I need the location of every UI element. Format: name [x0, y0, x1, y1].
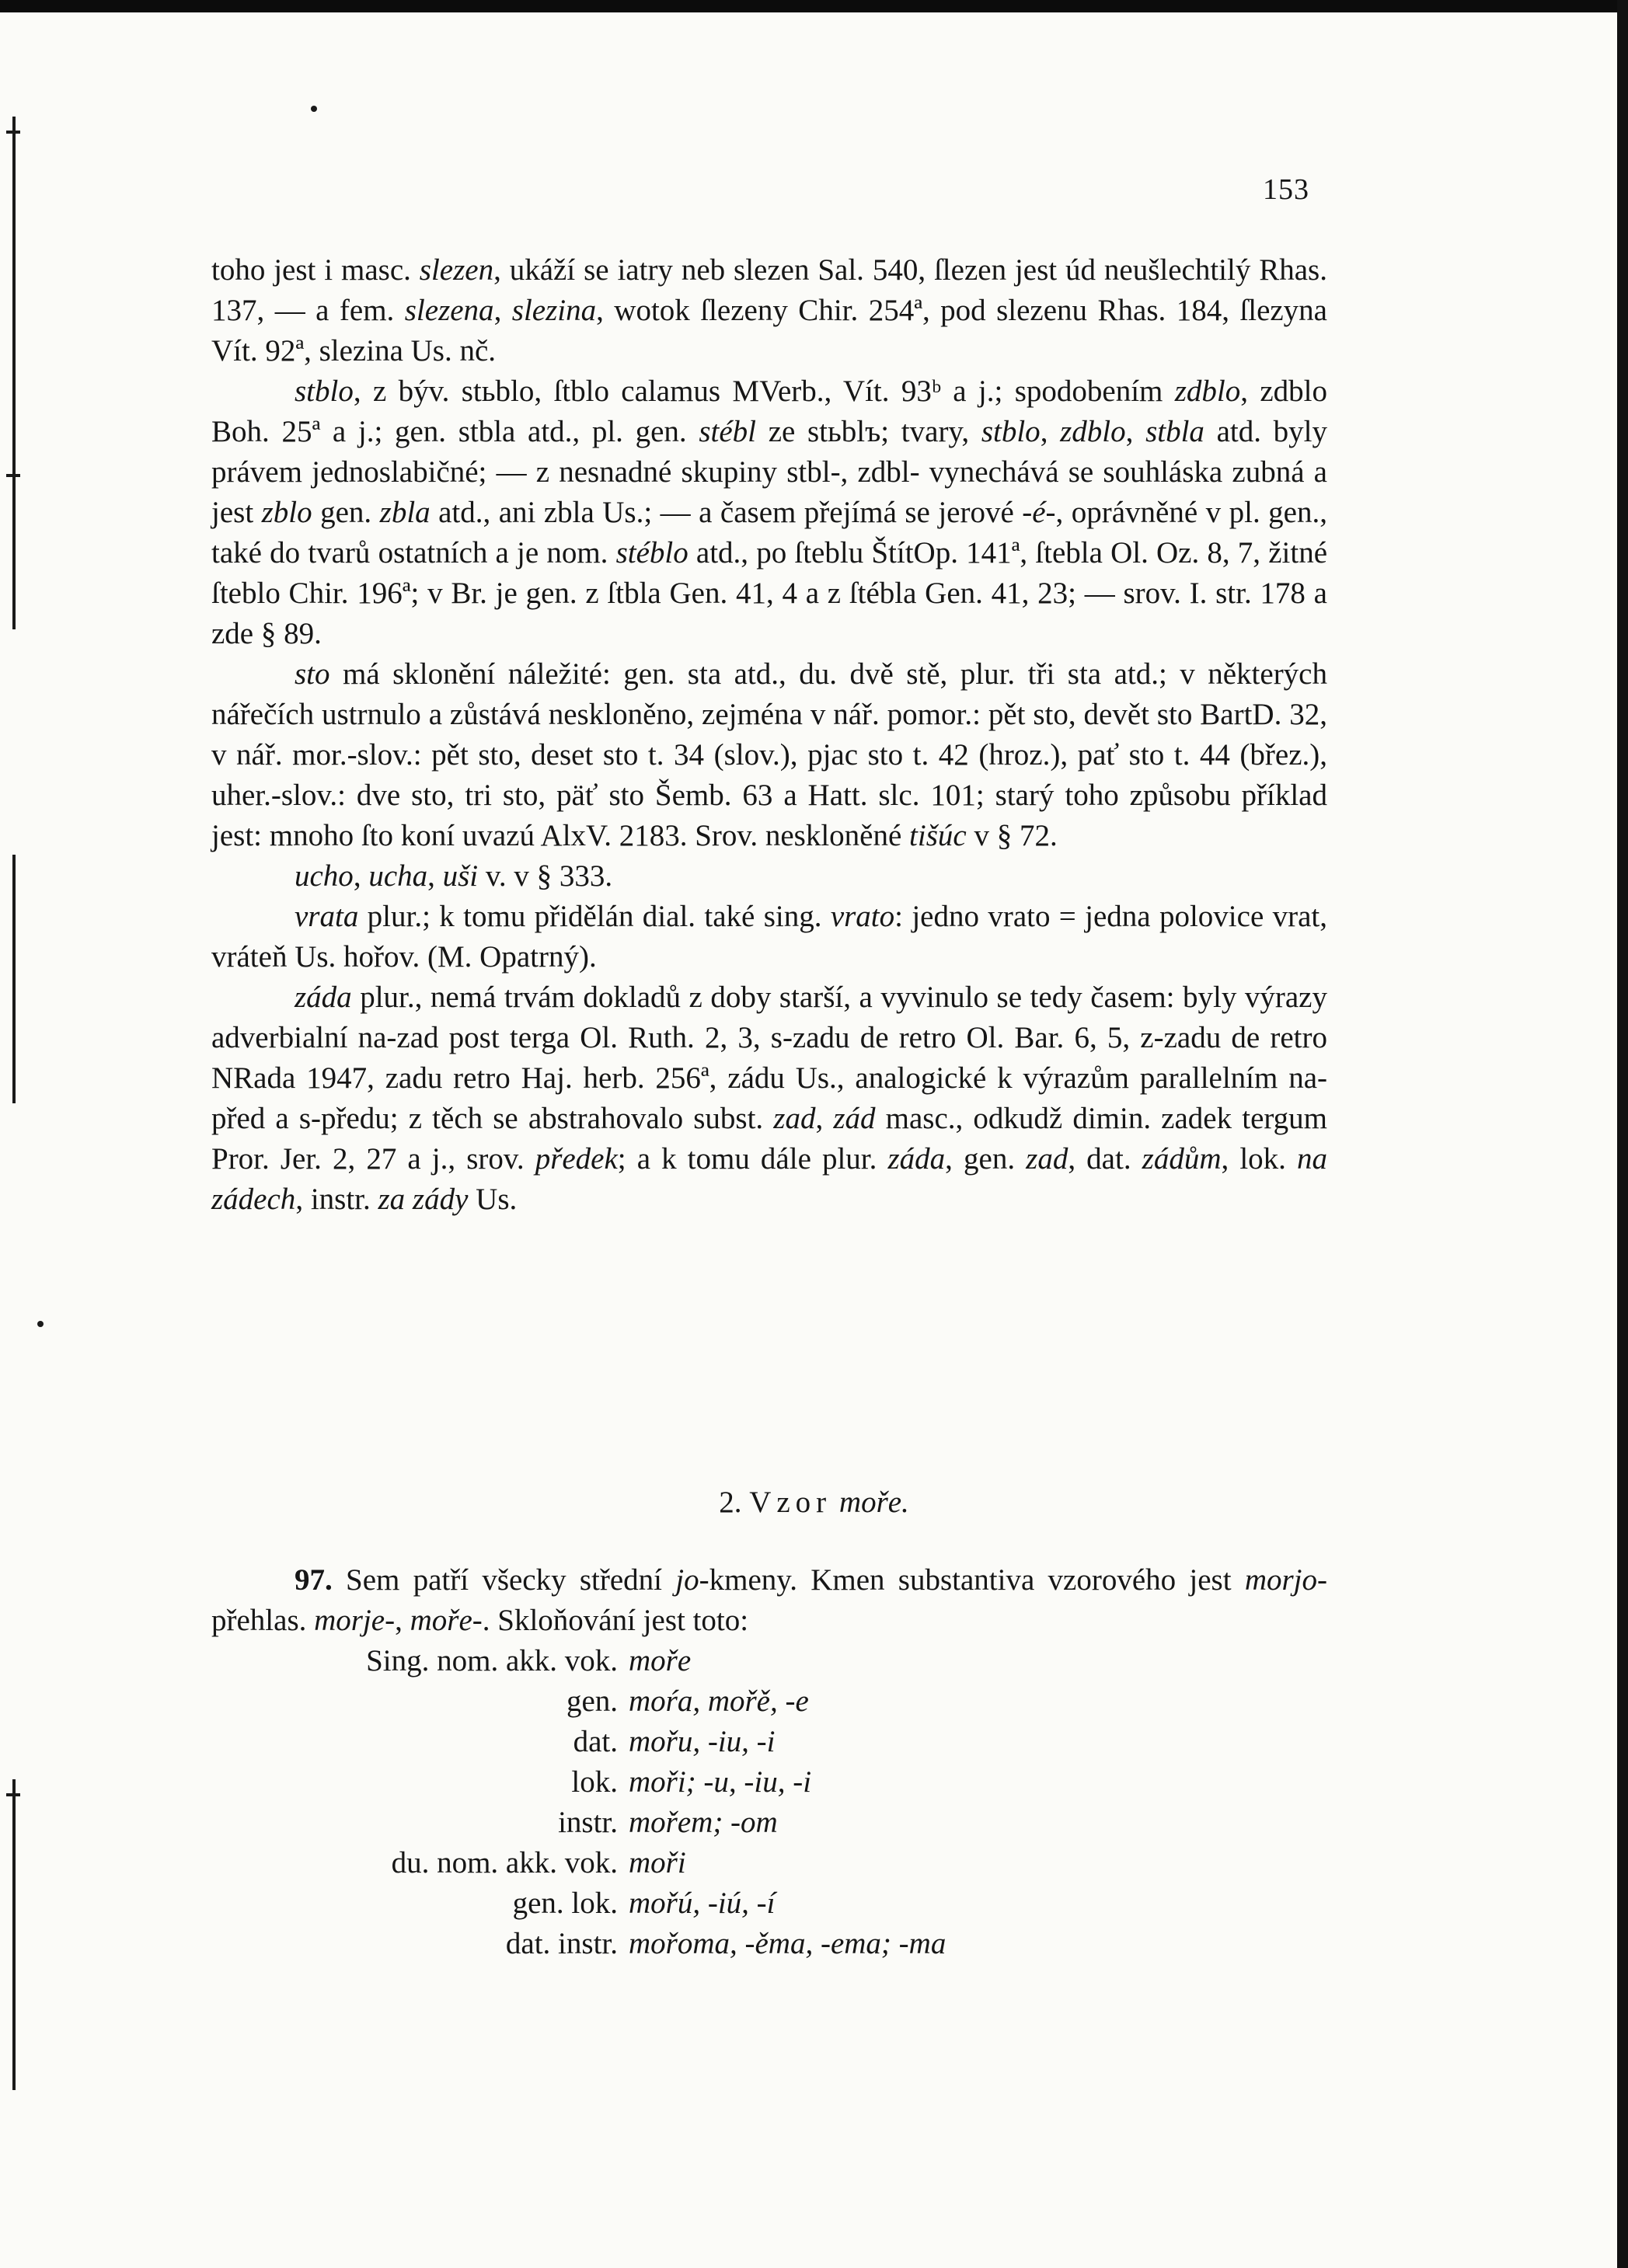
text-run: toho jest i masc. — [211, 253, 420, 287]
text-run: atd., po ſteblu ŠtítOp. 141ª, ſtebla Ol. Oz. 8, 7, žitné ſteblo Chir. 196ª; v Br. je gen. z ſtbla Gen. 41, 4 a z ſtébla Gen. 41, 23; — srov. I. str. 178 a zde § 89. — [211, 536, 1328, 650]
page-number: 153 — [1263, 173, 1309, 206]
declension-row — [211, 1843, 1144, 1883]
paragraph-97-text — [211, 1563, 1327, 1637]
declension-row — [211, 1722, 1144, 1762]
case-forms: mořoma, -ěma, -ema; -ma — [629, 1927, 946, 1960]
declension-row — [211, 1803, 1144, 1843]
case-label: lok. — [571, 1765, 618, 1799]
text-run: , z býv. stьblo, ſtblo calamus MVerb., Vít. 93ᵇ a j.; spodobením — [353, 375, 1175, 408]
italic-term: záda — [295, 981, 352, 1014]
text-run: ze stьblъ; tvary, — [756, 415, 981, 448]
italic-term: jo — [675, 1563, 699, 1597]
italic-term: tišúc — [909, 819, 967, 852]
paragraph-zada — [211, 977, 1327, 1220]
text-run: v. v § 333. — [478, 859, 613, 893]
paragraph-slezen — [211, 250, 1327, 371]
case-forms: mořem; -om — [629, 1806, 778, 1839]
text-run: : jedno vrato = jedna polovice vrat, vráteň Us. hořov. (M. Opatrný). — [211, 900, 1327, 974]
margin-dot — [311, 106, 317, 112]
italic-term: zdblo — [1174, 375, 1241, 408]
italic-term: zblo — [261, 496, 312, 529]
case-label: gen. lok. — [512, 1887, 618, 1920]
case-label: du. nom. akk. vok. — [391, 1846, 618, 1880]
text-run: masc., odkudž dimin. zadek tergum Pror. Jer. 2, 27 a j., srov. — [211, 1102, 1327, 1176]
italic-term: záda — [887, 1142, 946, 1176]
italic-term: na zádech — [211, 1142, 1327, 1216]
section-number: 2. — [719, 1486, 742, 1519]
italic-term: slezina — [511, 294, 597, 327]
text-run: Us. — [468, 1183, 518, 1216]
text-run: v § 72. — [966, 819, 1058, 852]
margin-rule-upper — [12, 117, 16, 629]
case-label: instr. — [558, 1806, 618, 1839]
case-forms: moři; -u, -iu, -i — [629, 1765, 812, 1799]
scan-edge-top — [0, 0, 1628, 12]
margin-dot — [37, 1321, 44, 1327]
declension-table — [211, 1641, 1144, 1964]
text-run: . Skloňování jest toto: — [482, 1604, 749, 1637]
italic-term: zad — [1026, 1142, 1068, 1176]
declension-row — [211, 1641, 1144, 1681]
case-label: dat. — [573, 1725, 618, 1758]
margin-rule-lower — [12, 1779, 16, 2090]
case-forms: mořú, -iú, -í — [629, 1887, 776, 1920]
italic-term: za zády — [378, 1183, 469, 1216]
italic-term: slezena — [404, 294, 494, 327]
text-run: , — [395, 1604, 410, 1637]
text-run: plur.; k tomu přidělán dial. také sing. — [358, 900, 831, 933]
margin-rule-middle — [12, 855, 16, 1103]
text-run: gen. — [312, 496, 380, 529]
italic-term: zad — [773, 1102, 816, 1135]
text-run: , — [493, 294, 512, 327]
italic-term: ucha — [368, 859, 428, 893]
text-run: , — [353, 859, 369, 893]
text-run: má sklonění náležité: gen. sta atd., du. dvě stě, plur. tři sta atd.; v některých nářečích ustrnulo a zůstává neskloněno, zejména v nář. pomor.: pět sto, devět sto BartD. 32, v nář. mor.-slov.: pět sto, deset sto t. 34 (slov.), pjac sto t. 42 (hroz.), pať sto t. 44 (břez.), uher.-slov.: dve sto, tri sto, päť sto Šemb. 63 a Hatt. slc. 101; starý toho způsobu příklad jest: mnoho ſto koní uvazú AlxV. 2183. Srov. neskloněné — [211, 657, 1327, 852]
text-run: přehlas. — [211, 1604, 315, 1637]
section-label: Vzor — [749, 1486, 832, 1519]
italic-term: zdblo — [1060, 415, 1126, 448]
paragraph-97 — [211, 1560, 1327, 1641]
case-label: dat. instr. — [505, 1927, 618, 1960]
text-run: , — [815, 1102, 834, 1135]
text-run: , ukáží se iatry neb slezen Sal. 540, ſlezen jest úd neušlechtilý Rhas. 137, — a fem. — [211, 253, 1327, 327]
paragraph-vrata — [211, 897, 1327, 977]
paragraph-sto — [211, 654, 1327, 856]
margin-tick — [6, 131, 20, 134]
text-run: atd. byly právem jednoslabičné; — z nesnadné skupiny stbl-, zdbl- vynechává se souhláska zubná a jest — [211, 415, 1328, 529]
text-run: , wotok ſlezeny Chir. 254ª, pod slezenu Rhas. 184, ſlezyna Vít. 92ª, slezina Us. nč. — [211, 294, 1327, 368]
paragraph-number: 97. — [295, 1563, 333, 1597]
text-run: , instr. — [295, 1183, 378, 1216]
text-run: , zdblo Boh. 25ª a j.; gen. stbla atd., pl. gen. — [211, 375, 1328, 448]
text-run: plur., nemá trvám dokladů z doby starší, a vyvinulo se tedy časem: byly výrazy adverbialní na-zad post terga Ol. Ruth. 2, 3, s-zadu de retro Ol. Bar. 6, 5, z-zadu de retro NRada 1947, zadu retro Haj. herb. 256ª, zádu Us., analogické k výrazům parallelním na-před a s-předu; z těch se abstrahovalo subst. — [211, 981, 1327, 1135]
text-run: , — [1125, 415, 1146, 448]
case-forms: mořu, -iu, -i — [629, 1725, 776, 1758]
italic-term: stéblo — [615, 536, 689, 570]
text-run: , — [1040, 415, 1061, 448]
text-run: ; a k tomu dále plur. — [617, 1142, 888, 1176]
italic-term: vrata — [295, 900, 359, 933]
italic-term: vrato — [830, 900, 895, 933]
italic-term: uši — [442, 859, 479, 893]
italic-term: stblo — [295, 375, 354, 408]
text-run: , — [427, 859, 443, 893]
text-run: , gen. — [945, 1142, 1027, 1176]
italic-term: stébl — [699, 415, 757, 448]
italic-term: morje- — [314, 1604, 396, 1637]
italic-term: stblo — [981, 415, 1041, 448]
text-run: Sem patří všecky střední — [332, 1563, 676, 1597]
scan-edge-right — [1617, 0, 1628, 2268]
paragraph-stblo — [211, 371, 1327, 654]
declension-row — [211, 1762, 1144, 1803]
section-word: moře. — [838, 1486, 909, 1519]
italic-term: sto — [295, 657, 330, 691]
italic-term: -é- — [1022, 496, 1056, 529]
margin-tick — [6, 1793, 20, 1796]
declension-row — [211, 1681, 1144, 1722]
italic-term: předek — [535, 1142, 618, 1176]
text-run: , dat. — [1068, 1142, 1142, 1176]
italic-term: ucho — [295, 859, 354, 893]
body-text — [211, 250, 1327, 1220]
italic-term: slezen — [419, 253, 494, 287]
margin-tick — [6, 474, 20, 477]
italic-term: zád — [833, 1102, 876, 1135]
case-forms: moře — [629, 1644, 692, 1677]
italic-term: moře- — [410, 1604, 483, 1637]
text-run: , lok. — [1221, 1142, 1297, 1176]
section-heading — [0, 1482, 1628, 1523]
italic-term: zádům — [1142, 1142, 1222, 1176]
declension-row — [211, 1924, 1144, 1964]
case-forms: moři — [629, 1846, 686, 1880]
italic-term: stbla — [1145, 415, 1204, 448]
text-run: -kmeny. Kmen substantiva vzorového jest — [699, 1563, 1245, 1597]
text-run: , oprávněné v pl. gen., také do tvarů ostatních a je nom. — [211, 496, 1327, 570]
paragraph-ucho — [211, 856, 1327, 897]
italic-term: morjo- — [1244, 1563, 1327, 1597]
case-label: Sing. nom. akk. vok. — [366, 1644, 618, 1677]
case-label: gen. — [566, 1684, 618, 1718]
text-run: atd., ani zbla Us.; — a časem přejímá se jerové — [430, 496, 1023, 529]
italic-term: zbla — [379, 496, 431, 529]
case-forms: moŕa, mořě, -e — [629, 1684, 809, 1718]
declension-row — [211, 1883, 1144, 1924]
